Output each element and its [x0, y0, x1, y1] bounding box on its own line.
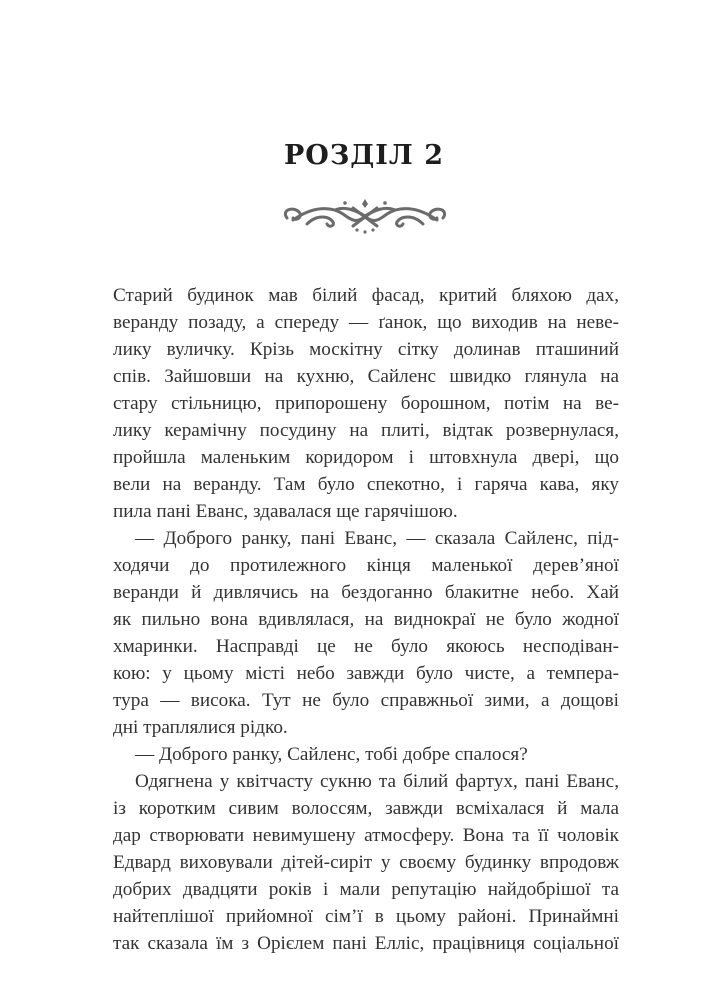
chapter-body-text [113, 282, 619, 957]
text-line: кою: у цьому місті небо завжди було чисте, а темпера- [113, 663, 619, 684]
text-line: стару стільницю, припорошену борошном, потім на ве- [113, 393, 619, 414]
text-line: веранди й дивлячись на бездоганно блакитне небо. Хай [113, 582, 619, 603]
chapter-title: РОЗДІЛ 2 [284, 140, 444, 171]
text-line: добрих двадцяти років і мали репутацію найдобрішої та [113, 879, 619, 900]
text-line: лику керамічну посудину на плиті, відтак розвернулася, [113, 420, 619, 441]
text-line: — Доброго ранку, пані Еванс, — сказала Сайленс, під- [135, 528, 619, 549]
text-line: так сказала їм з Орієлем пані Елліс, працівниця соціальної [113, 933, 619, 954]
text-line: Старий будинок мав білий фасад, критий бляхою дах, [113, 285, 619, 306]
text-line: Едвард виховували дітей-сиріт у своєму будинку впродовж [113, 852, 619, 873]
text-line: ходячи до протилежного кінця маленької дерев’яної [113, 555, 619, 576]
text-line: дар створювати невимушену атмосферу. Вона та її чоловік [113, 825, 619, 846]
text-line: дні траплялися рідко. [113, 717, 288, 738]
text-line: пройшла маленьким коридором і штовхнула двері, що [113, 447, 619, 468]
text-line: спів. Зайшовши на кухню, Сайленс швидко глянула на [113, 366, 619, 387]
text-line: пила пані Еванс, здавалася ще гарячішою. [113, 501, 458, 522]
text-line: як пильно вона вдивлялася, на виднокраї не було жодної [113, 609, 619, 630]
text-line: хмаринки. Насправді це не було якоюсь несподіван- [113, 636, 619, 657]
text-line: тура — висока. Тут не було справжньої зими, а дощові [113, 690, 619, 711]
text-line: Одягнена у квітчасту сукню та білий фартух, пані Еванс, [135, 771, 619, 792]
text-line: із коротким сивим волоссям, завжди всміхалася й мала [113, 798, 619, 819]
text-line: лику вуличку. Крізь москітну сітку долинав пташиний [113, 339, 619, 360]
text-line: — Доброго ранку, Сайленс, тобі добре спалося? [135, 744, 528, 765]
text-line: веранду позаду, а спереду — ґанок, що виходив на неве- [113, 312, 619, 333]
flourish-divider-icon [273, 196, 457, 236]
text-line: найтеплішої прийомної сім’ї в цьому районі. Принаймні [113, 906, 619, 927]
text-line: вели на веранду. Там було спекотно, і гаряча кава, яку [113, 474, 619, 495]
